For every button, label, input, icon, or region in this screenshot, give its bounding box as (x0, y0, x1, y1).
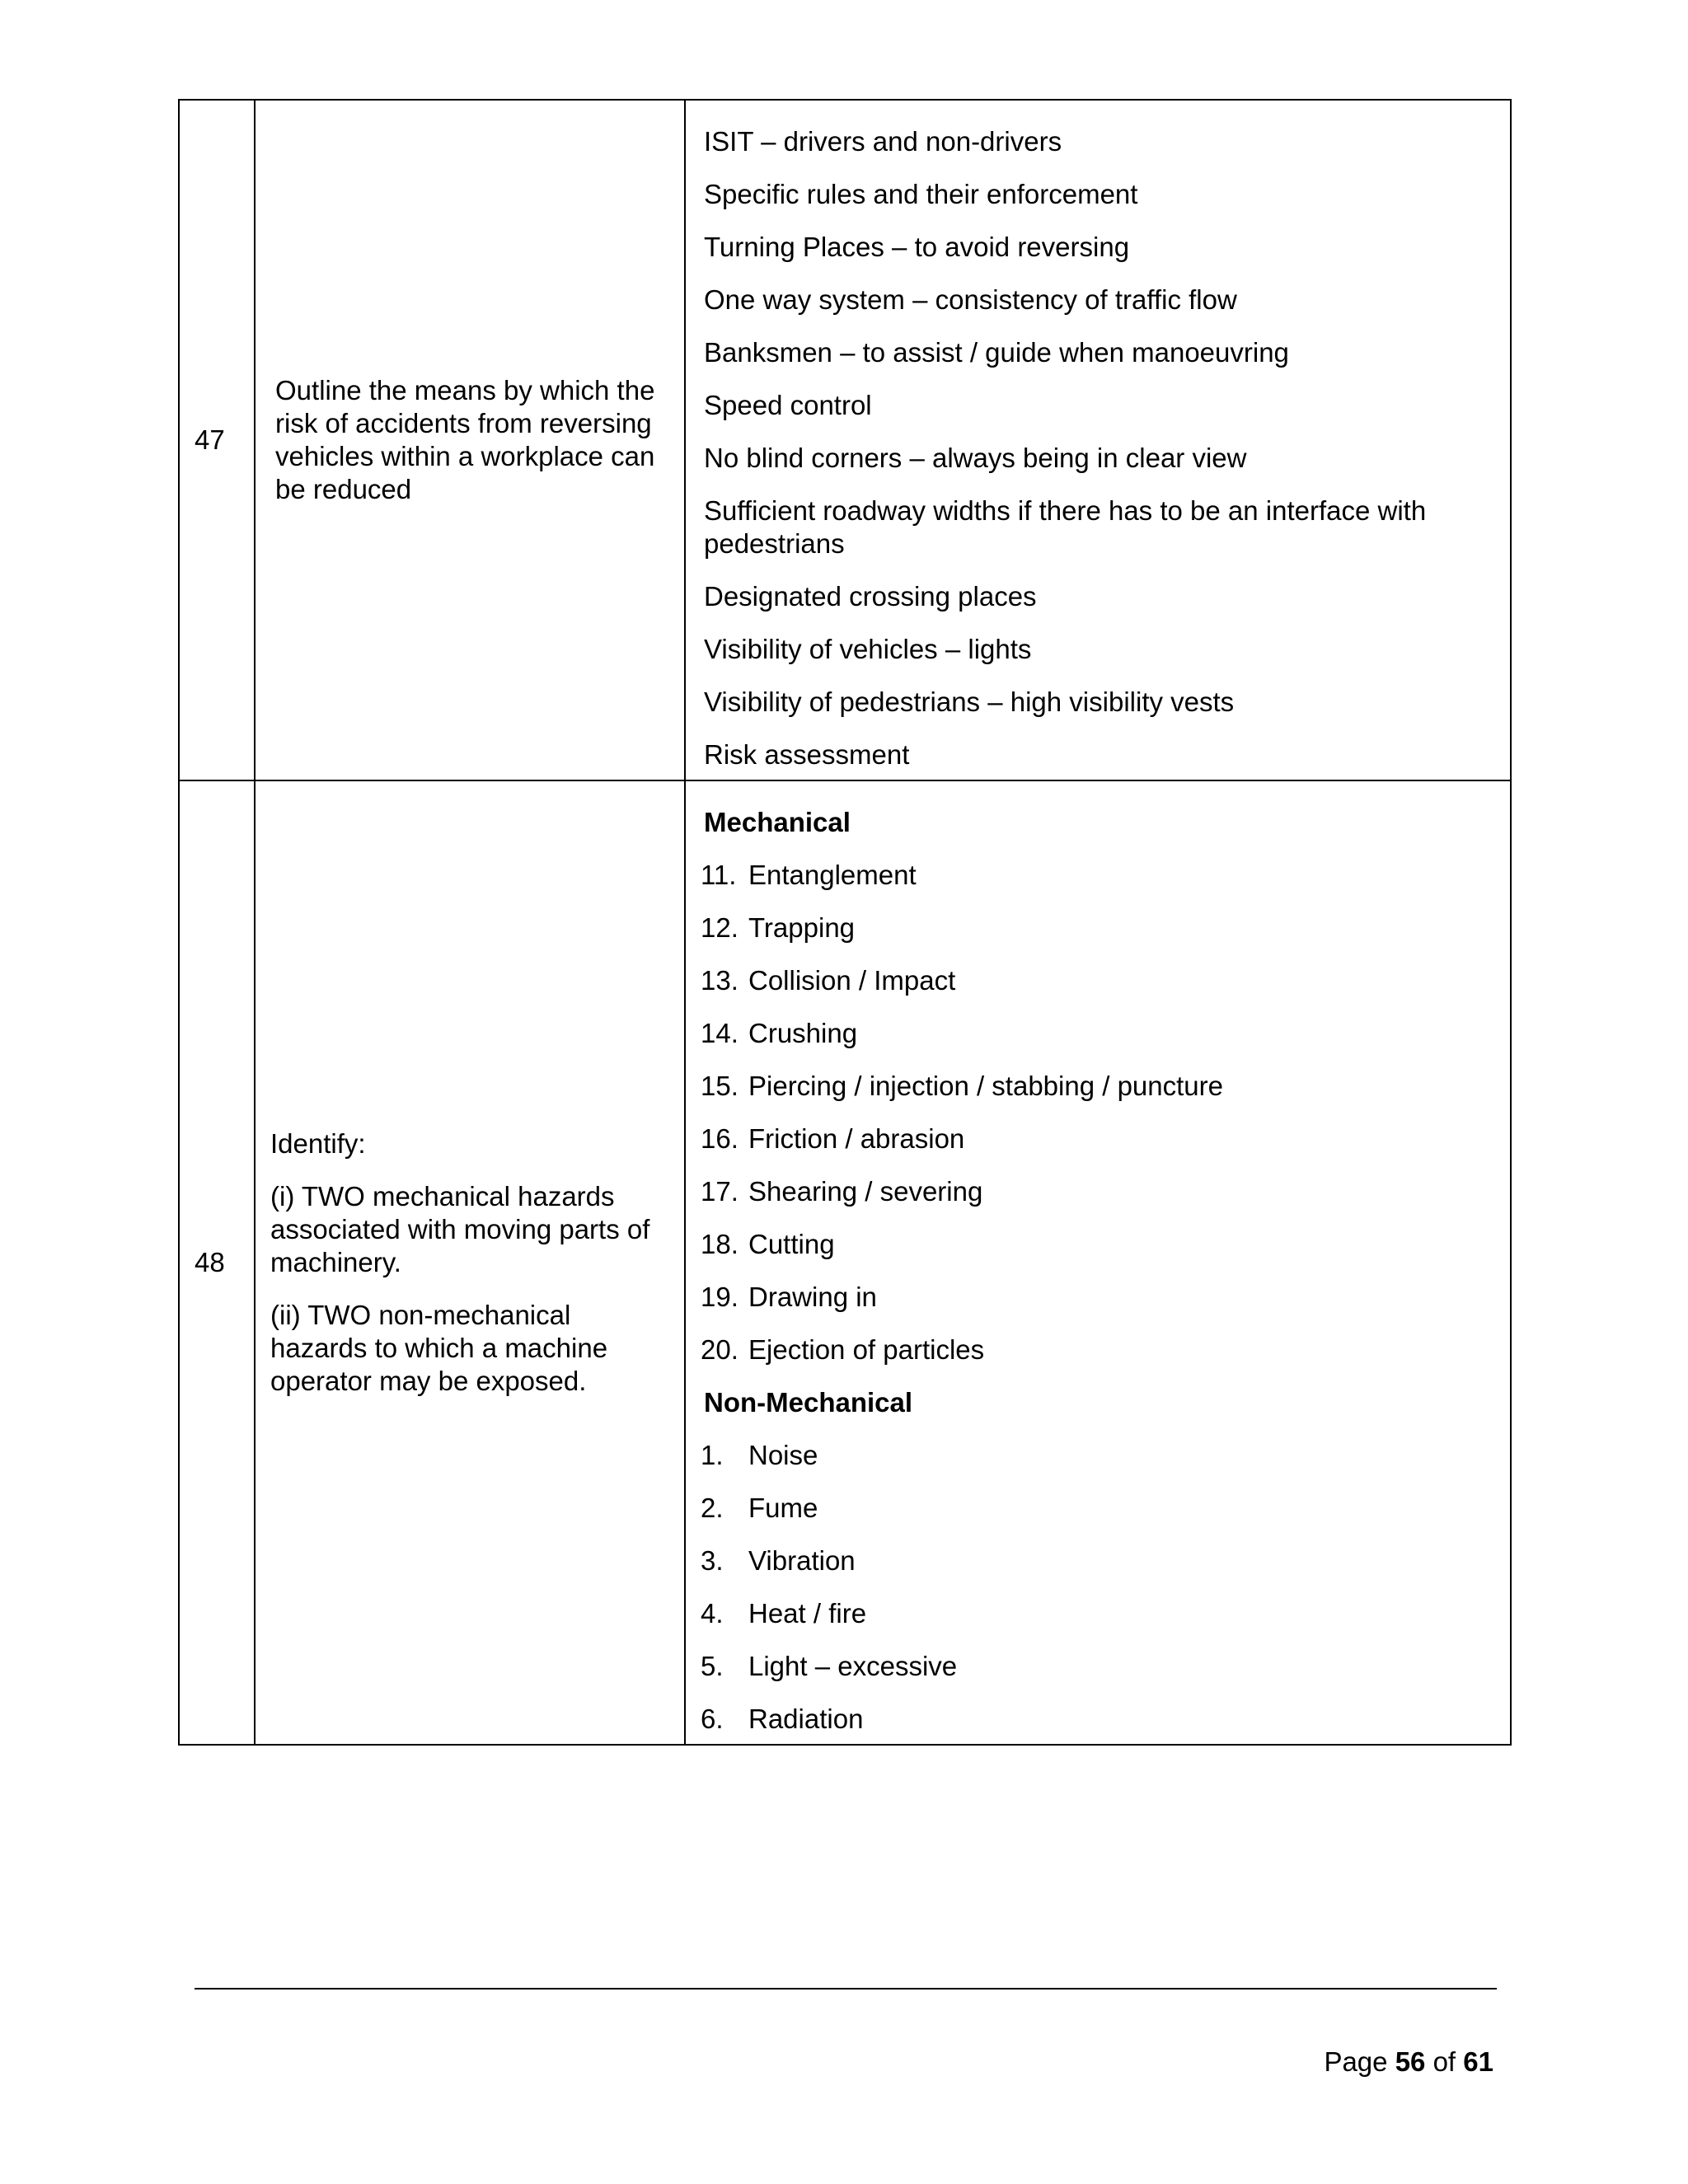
footer-divider (195, 1988, 1497, 1990)
list-item: 18. Cutting (701, 1229, 835, 1259)
list-item: One way system – consistency of traffic flow (704, 284, 1237, 315)
answer-cell (685, 780, 1511, 1745)
list-item: 19. Drawing in (701, 1282, 877, 1312)
list-item: 1. Noise (701, 1440, 818, 1470)
question-cell (255, 780, 685, 1745)
mechanical-heading: Mechanical (704, 807, 851, 837)
list-item: Visibility of pedestrians – high visibility vests (704, 687, 1235, 717)
list-item: 12. Trapping (701, 912, 856, 943)
list-item: 11. Entanglement (701, 860, 917, 890)
list-item: Visibility of vehicles – lights (704, 634, 1032, 664)
list-item: Turning Places – to avoid reversing (704, 232, 1130, 262)
answer-cell (685, 100, 1511, 780)
question-part: (i) TWO mechanical hazards associated with moving parts of machinery. (270, 1181, 650, 1277)
answer-list (686, 109, 1510, 771)
list-item: 17. Shearing / severing (701, 1176, 983, 1207)
question-part: Identify: (270, 1128, 366, 1159)
question-text: Outline the means by which the risk of accidents from reversing vehicles within a workplace can be reduced (275, 375, 655, 504)
list-item: No blind corners – always being in clear view (704, 443, 1247, 473)
qa-table (178, 99, 1512, 1746)
list-item: 4. Heat / fire (701, 1598, 867, 1629)
list-item: Designated crossing places (704, 581, 1037, 612)
question-number: 47 (179, 100, 255, 780)
total-pages: 61 (1463, 2046, 1493, 2077)
list-item: 16. Friction / abrasion (701, 1123, 965, 1154)
question-number: 48 (179, 780, 255, 1745)
list-item: Risk assessment (704, 739, 910, 770)
table-row (179, 780, 1511, 1745)
list-item: ISIT – drivers and non-drivers (704, 126, 1062, 157)
page-label: Page (1324, 2046, 1388, 2077)
list-item: Specific rules and their enforcement (704, 179, 1138, 209)
mechanical-list (686, 859, 1510, 1366)
list-item: 15. Piercing / injection / stabbing / puncture (701, 1071, 1224, 1101)
list-item: 14. Crushing (701, 1018, 858, 1048)
list-item: Sufficient roadway widths if there has to be an interface with pedestrians (704, 495, 1427, 559)
list-item: Banksmen – to assist / guide when manoeuvring (704, 337, 1289, 368)
list-item: 2. Fume (701, 1493, 818, 1523)
table-row (179, 100, 1511, 780)
question-cell (255, 100, 685, 780)
non-mechanical-list (686, 1439, 1510, 1736)
list-item: 13. Collision / Impact (701, 965, 956, 996)
current-page: 56 (1395, 2046, 1426, 2077)
of-label: of (1432, 2046, 1456, 2077)
question-text (256, 1127, 684, 1398)
list-item: 5. Light – excessive (701, 1651, 958, 1681)
question-part: (ii) TWO non-mechanical hazards to which a machine operator may be exposed. (270, 1300, 608, 1396)
list-item: 3. Vibration (701, 1545, 856, 1576)
list-item: 20. Ejection of particles (701, 1334, 985, 1365)
list-item: 6. Radiation (701, 1704, 864, 1734)
list-item: Speed control (704, 390, 872, 420)
non-mechanical-heading: Non-Mechanical (704, 1387, 913, 1418)
page-number (1324, 2046, 1493, 2079)
